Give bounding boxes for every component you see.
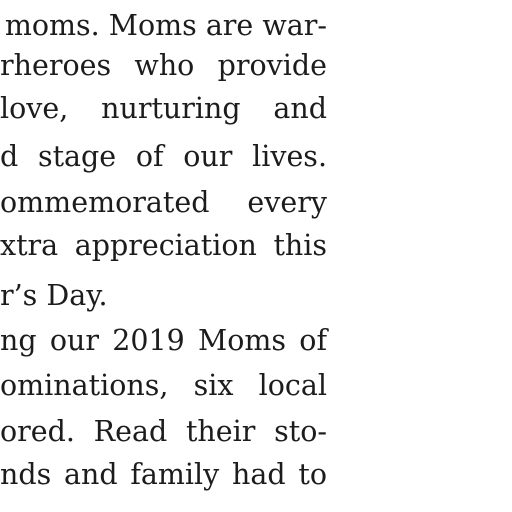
- text-line: ommemorated every: [0, 186, 327, 219]
- text-line: rheroes who provide: [0, 49, 327, 82]
- text-line: ored. Read their sto-: [0, 415, 327, 448]
- text-line: d stage of our lives.: [0, 140, 327, 173]
- text-line: love, nurturing and: [0, 92, 327, 125]
- text-line: r’s Day.: [0, 279, 108, 312]
- text-line: ng our 2019 Moms of: [0, 324, 327, 357]
- text-line: xtra appreciation this: [0, 229, 327, 262]
- text-line: nds and family had to: [0, 458, 327, 491]
- text-line: ominations, six local: [0, 369, 327, 402]
- text-line: moms. Moms are war-: [4, 9, 327, 42]
